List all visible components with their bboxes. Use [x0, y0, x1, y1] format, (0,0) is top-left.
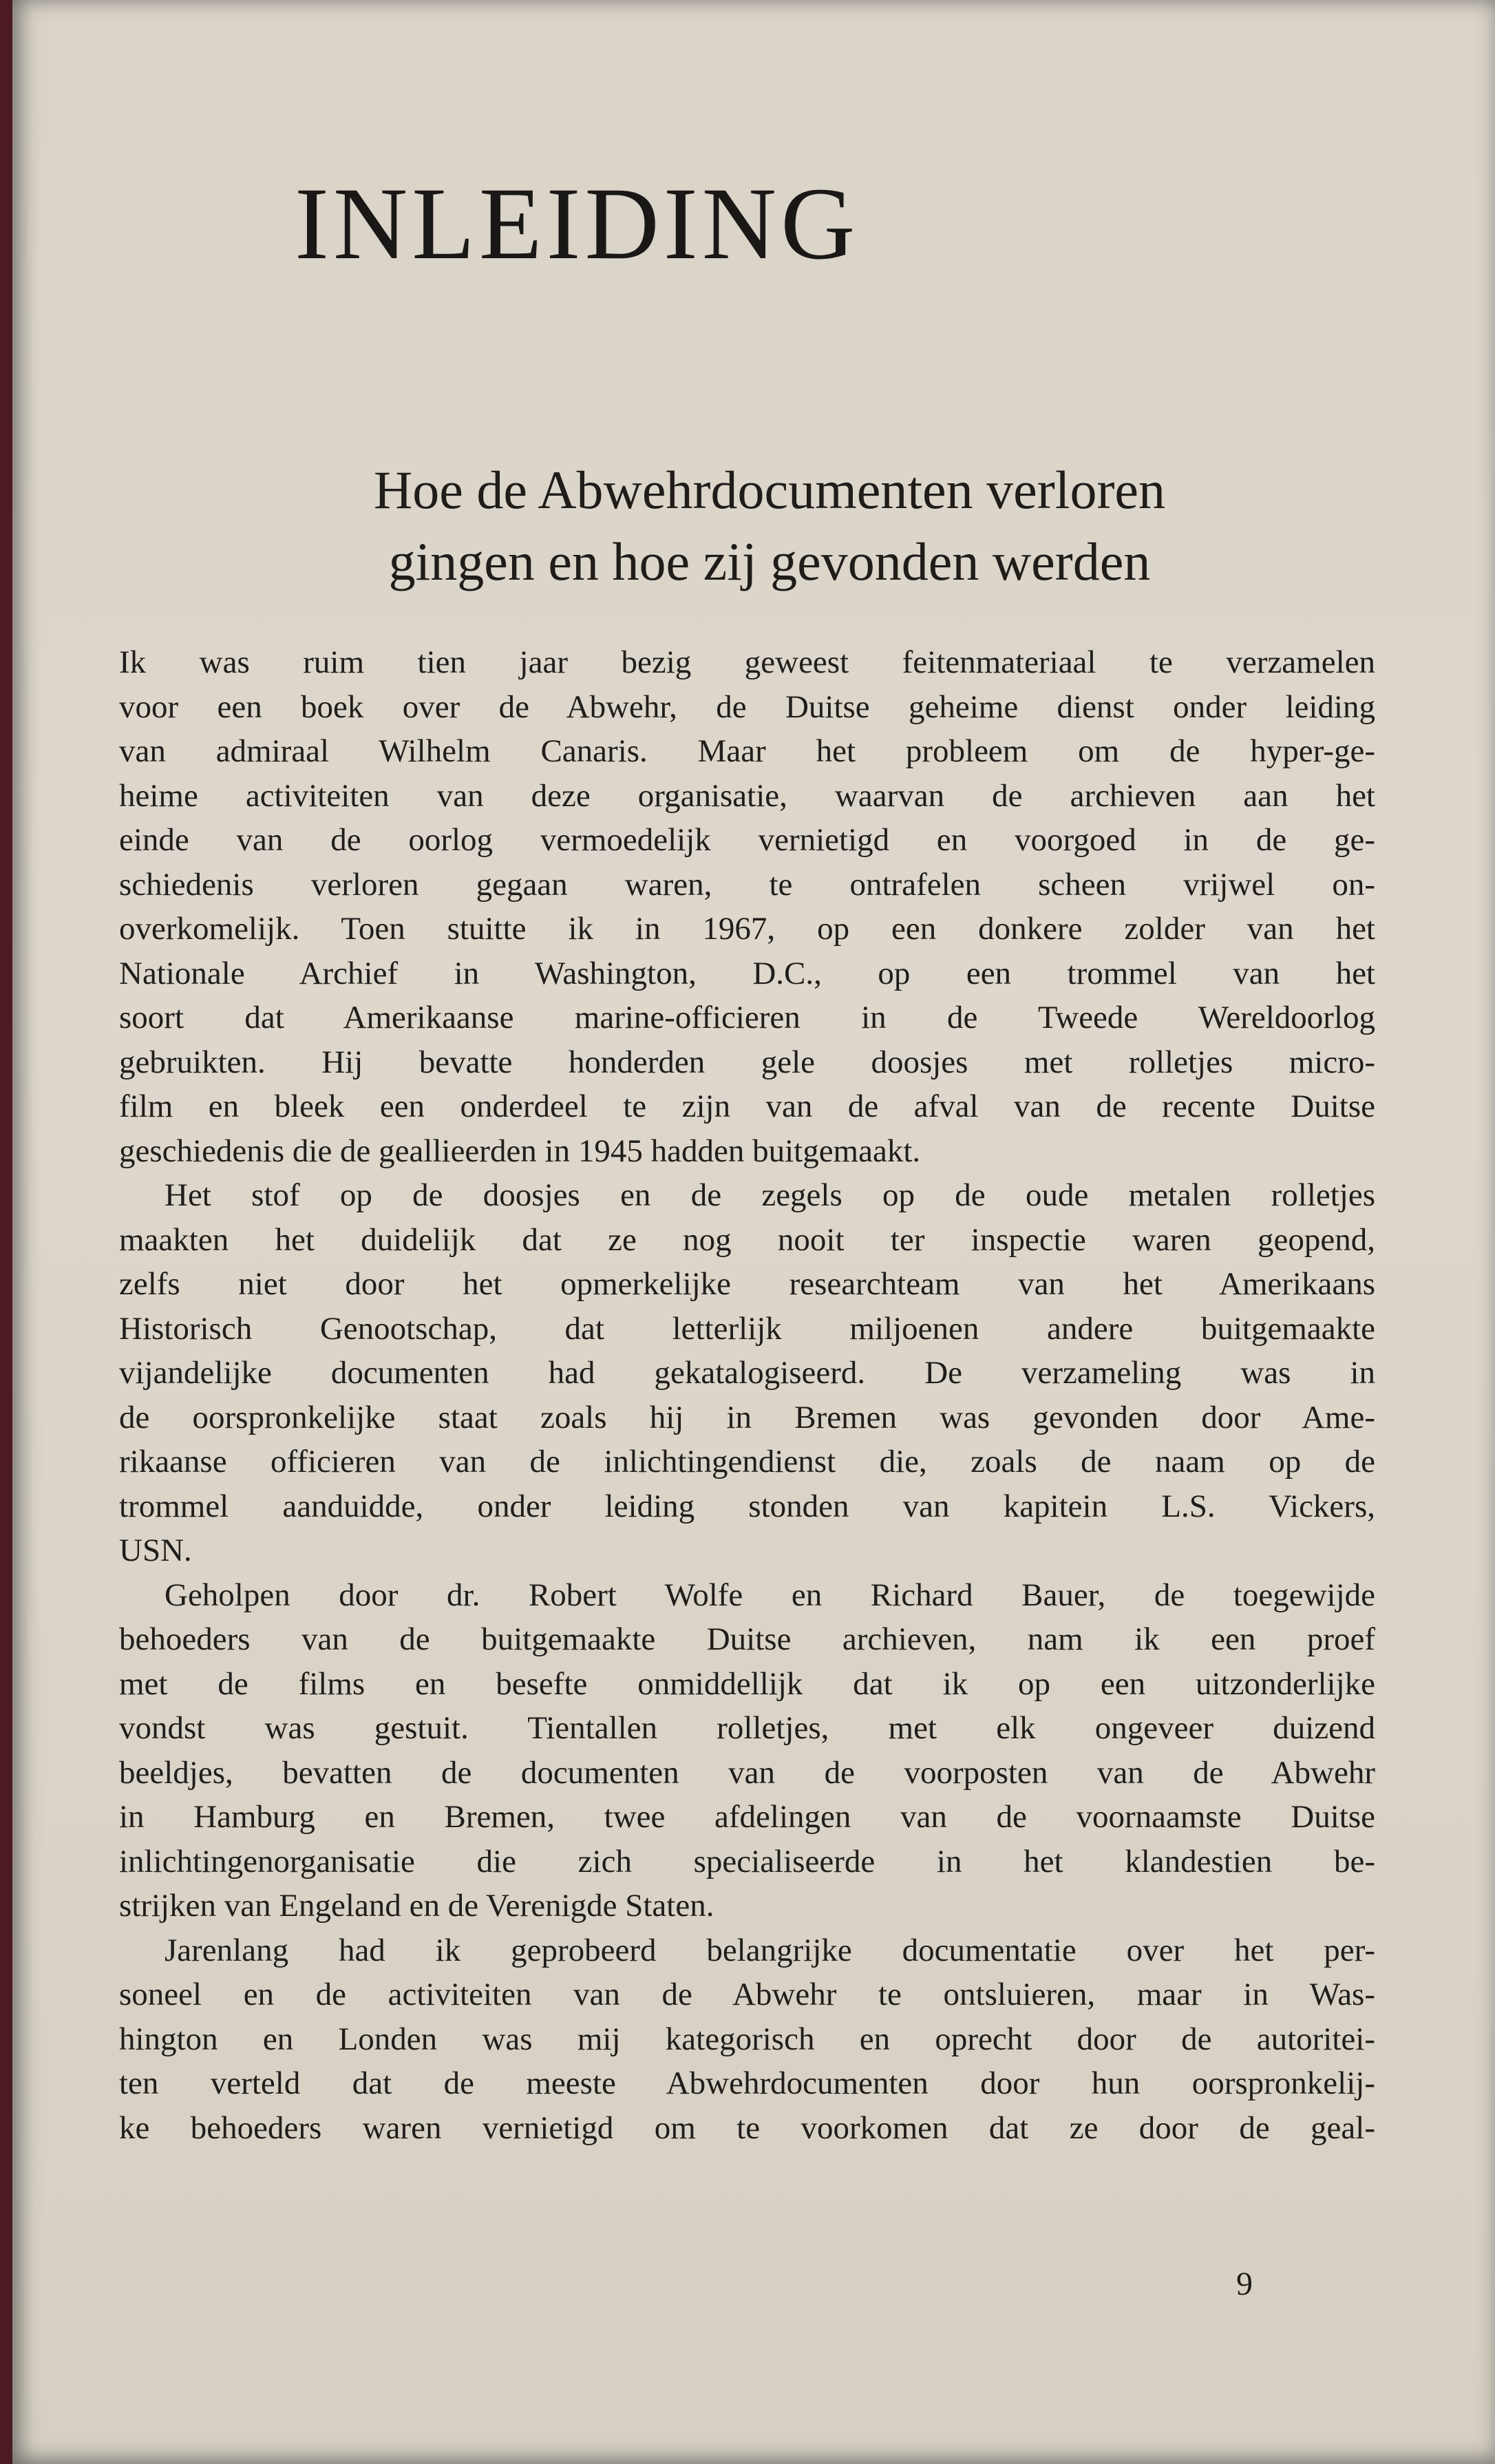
text-line: schiedenis verloren gegaan waren, te ontrafelen scheen vrijwel on- — [119, 866, 1375, 903]
paragraph-3 — [119, 1573, 1375, 1928]
paragraph-2 — [119, 1173, 1375, 1573]
subtitle-line: Hoe de Abwehrdocumenten verloren — [373, 460, 1166, 520]
text-line: Historisch Genootschap, dat letterlijk miljoenen andere buitgemaakte — [119, 1310, 1375, 1347]
text-line: behoeders van de buitgemaakte Duitse archieven, nam ik een proef — [119, 1621, 1375, 1657]
text-line: Ik was ruim tien jaar bezig geweest feitenmateriaal te verzamelen — [119, 644, 1375, 680]
text-line: beeldjes, bevatten de documenten van de voorposten van de Abwehr — [119, 1754, 1375, 1791]
text-line: inlichtingenorganisatie die zich specialiseerde in het klandestien be- — [119, 1843, 1375, 1879]
text-line: geschiedenis die de geallieerden in 1945 hadden buitgemaakt. — [119, 1133, 921, 1169]
subtitle-line: gingen en hoe zij gevonden werden — [388, 531, 1151, 591]
text-line: met de films en besefte onmiddellijk dat ik op een uitzonderlijke — [119, 1665, 1375, 1702]
text-line: zelfs niet door het opmerkelijke researchteam van het Amerikaans — [119, 1266, 1375, 1302]
chapter-subtitle — [205, 454, 1334, 598]
text-line: rikaanse officieren van de inlichtingendienst die, zoals de naam op de — [119, 1444, 1375, 1480]
text-line: voor een boek over de Abwehr, de Duitse geheime dienst onder leiding — [119, 688, 1375, 725]
text-line: einde van de oorlog vermoedelijk vernietigd en voorgoed in de ge- — [119, 822, 1375, 858]
text-line: trommel aanduidde, onder leiding stonden van kapitein L.S. Vickers, — [119, 1488, 1375, 1524]
text-line: film en bleek een onderdeel te zijn van de afval van de recente Duitse — [119, 1088, 1375, 1124]
text-line: hington en Londen was mij kategorisch en oprecht door de autoritei- — [119, 2021, 1375, 2057]
text-line: USN. — [119, 1533, 192, 1568]
text-line: vondst was gestuit. Tientallen rolletjes, met elk ongeveer duizend — [119, 1710, 1375, 1746]
text-line: heime activiteiten van deze organisatie, waarvan de archieven aan het — [119, 777, 1375, 814]
body-text — [119, 640, 1375, 2150]
text-line: maakten het duidelijk dat ze nog nooit ter inspectie waren geopend, — [119, 1221, 1375, 1258]
text-line: Het stof op de doosjes en de zegels op de oude metalen rolletjes — [165, 1177, 1375, 1213]
text-line: overkomelijk. Toen stuitte ik in 1967, op een donkere zolder van het — [119, 911, 1375, 947]
text-line: soort dat Amerikaanse marine-officieren in de Tweede Wereldoorlog — [119, 1000, 1375, 1035]
text-line: ke behoeders waren vernietigd om te voorkomen dat ze door de geal- — [119, 2109, 1375, 2146]
page-number: 9 — [1236, 2266, 1253, 2302]
text-line: van admiraal Wilhelm Canaris. Maar het probleem om de hyper-ge- — [119, 733, 1375, 769]
text-line: in Hamburg en Bremen, twee afdelingen van de voornaamste Duitse — [119, 1799, 1375, 1835]
text-line: strijken van Engeland en de Verenigde Staten. — [119, 1888, 714, 1924]
text-line: Nationale Archief in Washington, D.C., op een trommel van het — [119, 955, 1375, 991]
chapter-title: INLEIDING — [295, 167, 860, 281]
text-line: Geholpen door dr. Robert Wolfe en Richard Bauer, de toegewijde — [165, 1577, 1375, 1613]
text-line: vijandelijke documenten had gekatalogiseerd. De verzameling was in — [119, 1355, 1375, 1391]
text-line: Jarenlang had ik geprobeerd belangrijke documentatie over het per- — [165, 1932, 1375, 1968]
paragraph-4 — [119, 1928, 1375, 2151]
text-line: gebruikten. Hij bevatte honderden gele doosjes met rolletjes micro- — [119, 1044, 1375, 1080]
book-page — [12, 0, 1495, 2464]
text-line: soneel en de activiteiten van de Abwehr te ontsluieren, maar in Was- — [119, 1977, 1375, 2012]
text-line: ten verteld dat de meeste Abwehrdocumenten door hun oorspronkelij- — [119, 2065, 1375, 2101]
paragraph-1 — [119, 640, 1375, 1173]
text-line: de oorspronkelijke staat zoals hij in Bremen was gevonden door Ame- — [119, 1399, 1375, 1435]
